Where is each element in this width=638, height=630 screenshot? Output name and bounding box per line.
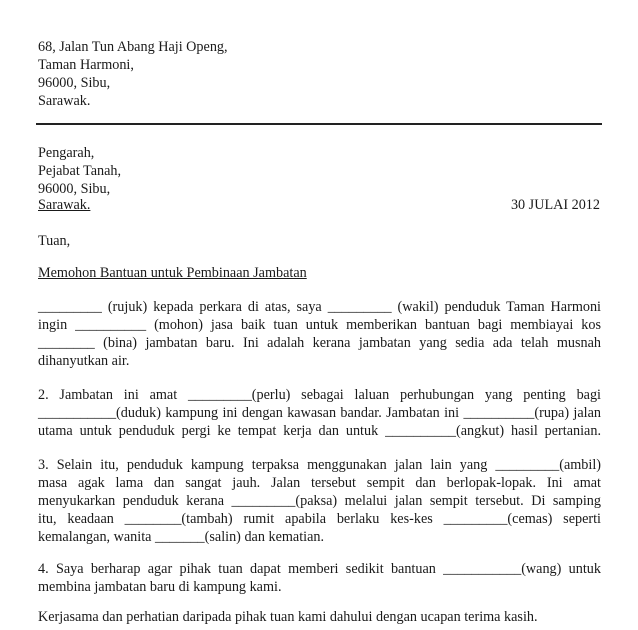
paragraph-2-line-2: ___________(duduk) kampung ini dengan kawasan bandar. Jambatan ini __________(rupa) jalan (38, 405, 601, 421)
salutation: Tuan, (38, 233, 71, 249)
paragraph-4-line-1: 4. Saya berharap agar pihak tuan dapat memberi sedikit bantuan ___________(wang) untuk (38, 561, 601, 577)
closing-line: Kerjasama dan perhatian daripada pihak tuan kami dahului dengan ucapan terima kasih. (38, 609, 538, 625)
paragraph-3-line-1: 3. Selain itu, penduduk kampung terpaksa menggunakan jalan lain yang _________(ambil) (38, 457, 601, 473)
letter-date: 30 JULAI 2012 (510, 197, 600, 213)
paragraph-1-line-1: _________ (rujuk) kepada perkara di atas, saya _________ (wakil) penduduk Taman Harmoni (38, 299, 601, 315)
recipient-address-line-4: Sarawak. (38, 197, 91, 213)
paragraph-3-line-2: masa agak lama dan sangat jauh. Jalan tersebut sempit dan berlopak-lopak. Ini amat (38, 475, 601, 491)
paragraph-1-line-2: ingin __________ (mohon) jasa baik tuan untuk memberikan bantuan bagi membiayai kos (38, 317, 601, 333)
sender-address-line-4: Sarawak. (38, 93, 91, 109)
recipient-address-line-3: 96000, Sibu, (38, 181, 111, 197)
paragraph-4-line-2: membina jambatan baru di kampung kami. (38, 579, 282, 595)
sender-address-line-1: 68, Jalan Tun Abang Haji Openg, (38, 39, 228, 55)
paragraph-3-line-3: menyukarkan penduduk kerana _________(paksa) melalui jalan sempit tersebut. Di samping (38, 493, 601, 509)
paragraph-2-line-3: utama untuk penduduk pergi ke tempat kerja dan untuk __________(angkut) hasil pertanian. (38, 423, 601, 439)
paragraph-3-line-4: itu, keadaan ________(tambah) rumit apabila berlaku kes-kes _________(cemas) seperti (38, 511, 601, 527)
paragraph-2-line-1: 2. Jambatan ini amat _________(perlu) sebagai laluan perhubungan yang penting bagi (38, 387, 601, 403)
paragraph-1-line-4: dihanyutkan air. (38, 353, 130, 369)
paragraph-1-line-3: ________ (bina) jambatan baru. Ini adalah kerana jambatan yang sedia ada telah musnah (38, 335, 601, 351)
recipient-address-line-2: Pejabat Tanah, (38, 163, 122, 179)
subject-heading: Memohon Bantuan untuk Pembinaan Jambatan (38, 265, 307, 281)
sender-address-line-2: Taman Harmoni, (38, 57, 134, 73)
recipient-address-line-1: Pengarah, (38, 145, 95, 161)
paragraph-3-line-5: kemalangan, wanita _______(salin) dan kematian. (38, 529, 325, 545)
divider-rule (36, 123, 602, 125)
sender-address-line-3: 96000, Sibu, (38, 75, 111, 91)
